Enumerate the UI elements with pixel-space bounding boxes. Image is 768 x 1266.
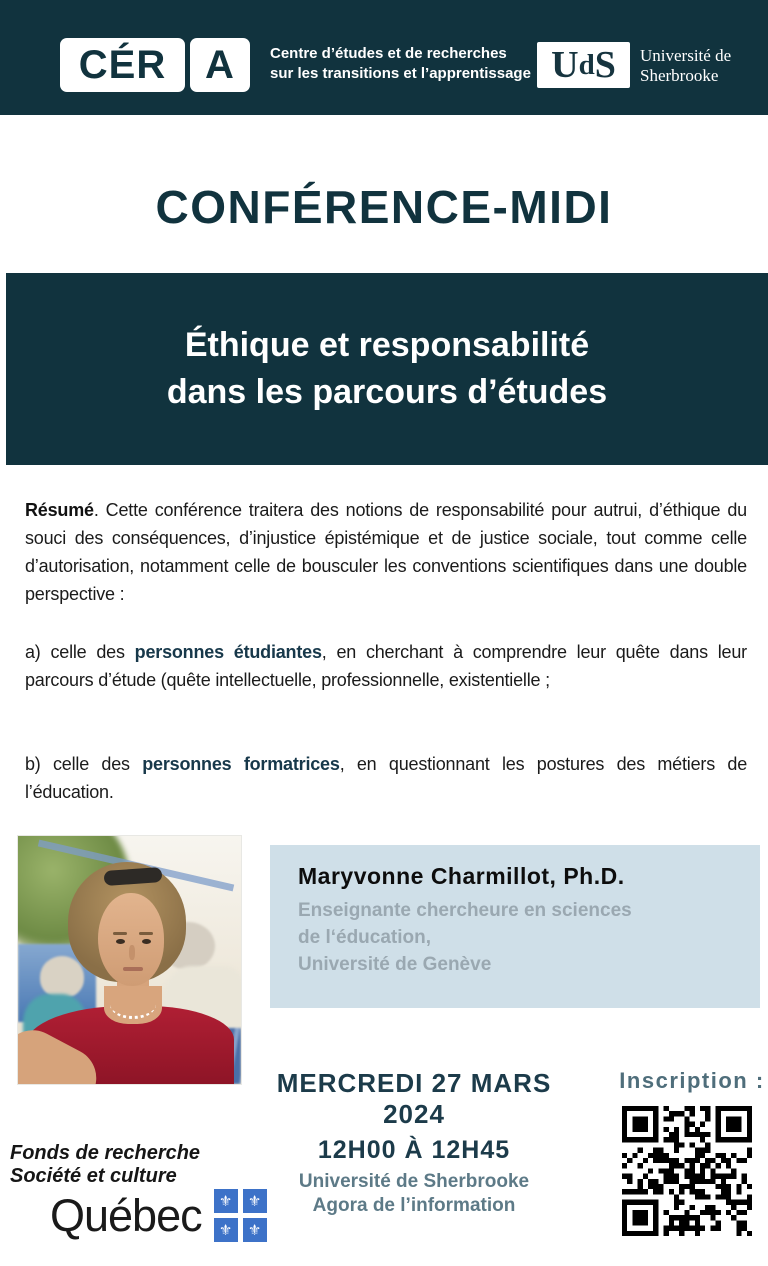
speaker-affiliation: Université de Genève xyxy=(298,954,492,975)
uds-caption xyxy=(640,46,731,86)
cera-logo-text-1: CÉR xyxy=(78,42,167,87)
speaker-info-box xyxy=(270,845,760,1008)
qr-code xyxy=(622,1106,752,1236)
cera-logo-box-1 xyxy=(60,38,185,92)
speaker-name: Maryvonne Charmillot, Ph.D. xyxy=(298,863,625,889)
photo-eyebrow-right xyxy=(139,932,153,935)
cera-logo-text-2: A xyxy=(205,42,235,87)
photo-nose xyxy=(129,945,135,960)
frqsc-line2: Société et culture xyxy=(10,1165,177,1187)
header-band xyxy=(0,0,768,115)
item-a-text: , en cherchant à comprendre leur quête dans leur parcours d’étude (quête intellectuelle, professionnelle, existentielle ; xyxy=(25,642,747,690)
photo-face xyxy=(98,893,164,986)
photo-eye-left xyxy=(116,939,125,944)
page-title: CONFÉRENCE-MIDI xyxy=(155,181,613,233)
abstract-item-b xyxy=(25,750,747,806)
uds-logo-letter-d: d xyxy=(578,48,595,81)
abstract-text: . Cette conférence traitera des notions de responsabilité pour autrui, d’éthique du souci des conséquences, d’injustice épistémique et de justice sociale, tout comme celle d’autorisation, notamment celle de bousculer les conventions scientifiques dans une double perspective : xyxy=(25,500,747,604)
uds-logo xyxy=(537,42,630,88)
quebec-flag-grid xyxy=(214,1189,267,1242)
event-date: MERCREDI 27 MARS 2024 xyxy=(276,1068,552,1129)
subtitle-line1: Éthique et responsabilité xyxy=(184,326,590,364)
photo-eyebrow-left xyxy=(113,932,127,935)
speaker-role-line2: de l‘éducation, xyxy=(298,927,432,948)
fleur-de-lis-icon: ⚜ xyxy=(243,1189,267,1213)
abstract-paragraph xyxy=(25,496,747,608)
event-time: 12H00 À 12H45 xyxy=(317,1136,511,1164)
event-details xyxy=(248,1068,580,1217)
fleur-de-lis-icon: ⚜ xyxy=(243,1218,267,1242)
fleur-de-lis-icon: ⚜ xyxy=(214,1189,238,1213)
cera-logo xyxy=(60,38,250,92)
photo-background-person-left-hair xyxy=(40,956,84,998)
speaker-photo xyxy=(17,835,242,1085)
item-b-prefix: b) celle des xyxy=(25,754,143,774)
photo-necklace xyxy=(110,990,156,1019)
quebec-wordmark: Québec xyxy=(50,1189,202,1241)
frqsc-line1: Fonds de recherche xyxy=(10,1142,201,1164)
uds-logo-letter-s: S xyxy=(594,44,616,86)
photo-mouth xyxy=(123,967,143,971)
subtitle-line2: dans les parcours d’études xyxy=(166,373,608,411)
item-a-highlight: personnes étudiantes xyxy=(134,642,322,662)
registration-label: Inscription : xyxy=(619,1068,765,1093)
event-place-line2: Agora de l’information xyxy=(312,1195,516,1216)
event-place-line1: Université de Sherbrooke xyxy=(298,1171,530,1192)
cera-caption xyxy=(270,44,531,84)
uds-caption-line2: Sherbrooke xyxy=(640,66,719,85)
cera-caption-line1: Centre d’études et de recherches xyxy=(270,45,507,62)
quebec-wordmark-row xyxy=(50,1189,267,1242)
fleur-de-lis-icon: ⚜ xyxy=(214,1218,238,1242)
frqsc-logo xyxy=(10,1142,267,1242)
item-a-prefix: a) celle des xyxy=(25,642,135,662)
uds-logo-letter-u: U xyxy=(551,44,579,86)
cera-logo-box-2 xyxy=(190,38,250,92)
abstract-lead-label: Résumé xyxy=(25,500,94,520)
item-b-text: , en questionnant les postures des métiers de l’éducation. xyxy=(25,754,748,802)
cera-caption-line2: sur les transitions et l’apprentissage xyxy=(270,65,531,82)
subtitle-banner xyxy=(6,273,768,465)
uds-caption-line1: Université de xyxy=(640,46,732,65)
speaker-details xyxy=(298,897,632,978)
item-b-highlight: personnes formatrices xyxy=(142,754,340,774)
speaker-role-line1: Enseignante chercheure en sciences xyxy=(298,900,632,921)
photo-eye-right xyxy=(142,939,151,944)
abstract-item-a xyxy=(25,638,747,694)
